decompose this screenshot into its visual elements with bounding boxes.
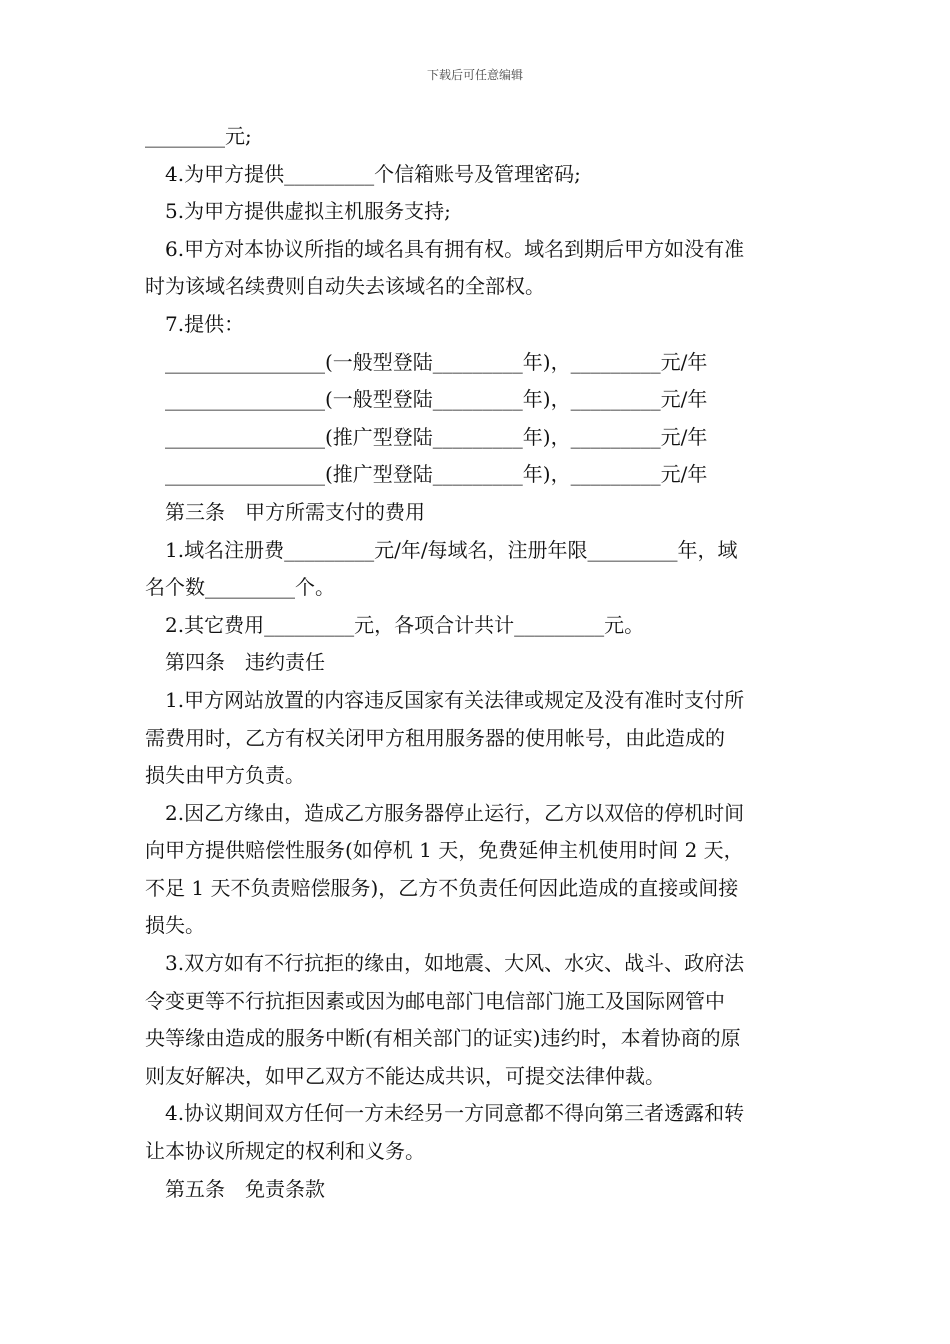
- article-3-item-1-line1: 1.域名注册费_________元/年/每域名，注册年限_________年，域: [165, 537, 738, 562]
- clause-item-6-line2: 时为该域名续费则自动失去该域名的全部权。: [145, 274, 545, 299]
- article-4-item-1-line2: 需费用时，乙方有权关闭甲方租用服务器的使用帐号，由此造成的: [145, 725, 725, 750]
- service-option-3: ________________(推广型登陆_________年)，_________元/年: [165, 424, 708, 449]
- article-4-item-2-line1: 2.因乙方缘由，造成乙方服务器停止运行，乙方以双倍的停机时间: [165, 800, 745, 825]
- article-5-number: 第五条: [165, 1176, 225, 1201]
- article-4-title: 违约责任: [245, 650, 325, 675]
- article-3-number: 第三条: [165, 499, 225, 524]
- clause-item-7: 7.提供：: [165, 311, 245, 336]
- article-4-item-3-line2: 令变更等不行抗拒因素或因为邮电部门电信部门施工及国际网管中: [145, 988, 725, 1013]
- article-5-heading: [145, 1171, 810, 1209]
- article-3-title: 甲方所需支付的费用: [245, 499, 425, 524]
- article-3-item-1-line2: 名个数_________个。: [145, 575, 335, 600]
- article-4-item-1-line1: 1.甲方网站放置的内容违反国家有关法律或规定及没有准时支付所: [165, 687, 745, 712]
- article-4-item-2-line2: 向甲方提供赔偿性服务(如停机 1 天，免费延伸主机使用时间 2 天，: [145, 838, 744, 863]
- article-4-item-3-line1: 3.双方如有不行抗拒的缘由，如地震、大风、水灾、战斗、政府法: [165, 951, 745, 976]
- article-4-heading: [145, 644, 810, 682]
- page-header-note: 下载后可任意编辑: [426, 68, 523, 82]
- article-4-item-2-line3: 不足 1 天不负责赔偿服务)，乙方不负责任何因此造成的直接或间接: [145, 875, 739, 900]
- article-5-title: 免责条款: [245, 1176, 325, 1201]
- clause-item-5: 5.为甲方提供虚拟主机服务支持;: [165, 199, 451, 224]
- article-4-item-4-line2: 让本协议所规定的权利和义务。: [145, 1139, 425, 1164]
- service-option-2: ________________(一般型登陆_________年)，_________元/年: [165, 387, 708, 412]
- service-option-4: ________________(推广型登陆_________年)，_________元/年: [165, 462, 708, 487]
- article-4-item-2-line4: 损失。: [145, 913, 205, 938]
- clause-item-6-line1: 6.甲方对本协议所指的域名具有拥有权。域名到期后甲方如没有准: [165, 236, 745, 261]
- article-4-item-3-line4: 则友好解决，如甲乙双方不能达成共识，可提交法律仲裁。: [145, 1063, 665, 1088]
- article-4-item-4-line1: 4.协议期间双方任何一方未经另一方同意都不得向第三者透露和转: [165, 1101, 745, 1126]
- article-4-number: 第四条: [165, 650, 225, 675]
- document-body: [145, 118, 810, 1208]
- article-3-item-2: 2.其它费用_________元，各项合计共计_________元。: [165, 612, 645, 637]
- service-option-1: ________________(一般型登陆_________年)，_________元/年: [165, 349, 708, 374]
- fee-amount-line: ________元;: [145, 124, 252, 148]
- article-4-item-1-line3: 损失由甲方负责。: [145, 763, 305, 788]
- article-3-heading: [145, 494, 810, 532]
- clause-item-4: 4.为甲方提供_________个信箱账号及管理密码;: [165, 161, 581, 186]
- article-4-item-3-line3: 央等缘由造成的服务中断(有相关部门的证实)违约时，本着协商的原: [145, 1026, 741, 1051]
